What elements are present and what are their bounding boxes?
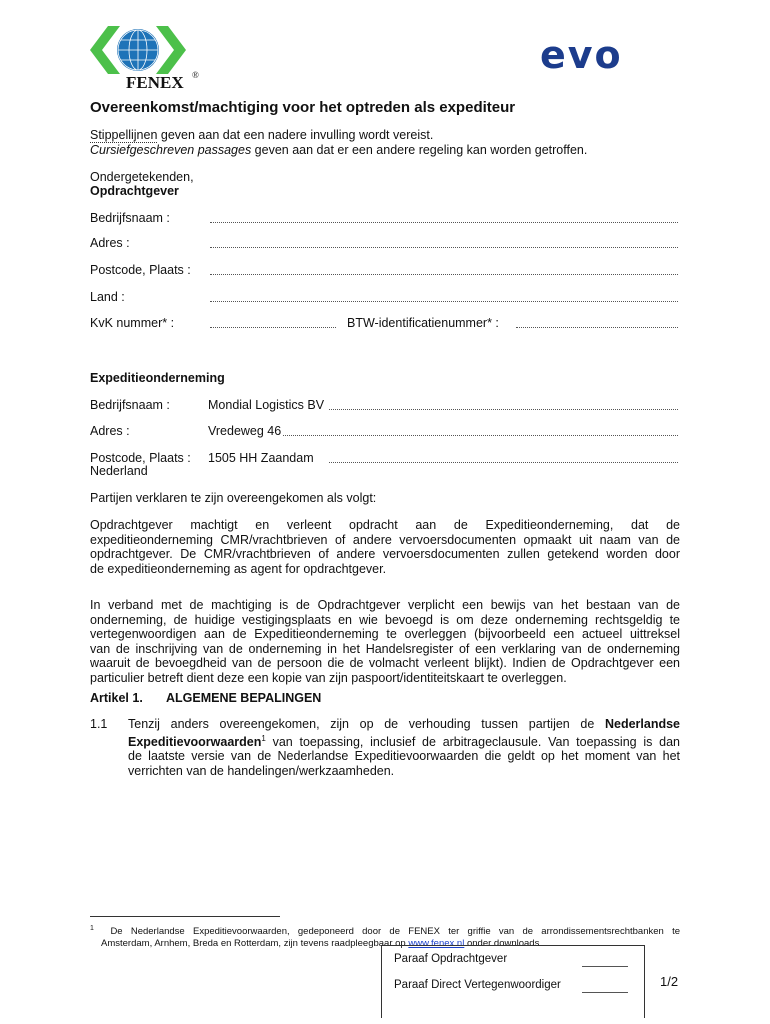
- undersigned-text: Ondergetekenden,: [90, 170, 194, 184]
- paragraph-authorisation: Opdrachtgever machtigt en verleent opdracht aan de Expeditieonderneming, dat de expeditieonderneming CMR/vrachtbrieven of andere vervoersdocumenten opmaakt uit naam van de opdrachtgever. De CMR/vrachtbrieven of andere vervoersdocumenten zullen getekend worden door de expeditieonderneming as agent for opdrachtgever.: [90, 518, 680, 576]
- clause-number: 1.1: [90, 717, 108, 731]
- client-initials-field[interactable]: [582, 966, 628, 967]
- evo-logo-text: evo: [540, 34, 623, 76]
- client-country-field[interactable]: [210, 301, 678, 302]
- page-number: 1/2: [660, 974, 679, 989]
- client-btw-label: BTW-identificatienummer* :: [347, 316, 499, 330]
- footnote: $^1$ De Nederlandse Expeditievoorwaarden, gedeponeerd door de FENEX ter griffie van de arrondissementsrechtbanken te Amsterdam, Arnhem, Breda en Rotterdam, zijn tevens raadpleegbaar op www.fenex.nl onder downloads.: [90, 925, 680, 950]
- client-btw-field[interactable]: [516, 327, 678, 328]
- forwarder-heading: Expeditieonderneming: [90, 371, 225, 385]
- client-country-label: Land :: [90, 290, 125, 304]
- forwarder-postcode-value: 1505 HH Zaandam: [208, 451, 328, 465]
- client-address-label: Adres :: [90, 236, 130, 250]
- article-heading: ALGEMENE BEPALINGEN: [166, 691, 322, 705]
- client-heading: Opdrachtgever: [90, 184, 179, 198]
- client-address-field[interactable]: [210, 247, 678, 248]
- representative-initials-label: Paraaf Direct Vertegenwoordiger: [394, 979, 561, 991]
- forwarder-company-label: Bedrijfsnaam :: [90, 398, 170, 412]
- client-company-label: Bedrijfsnaam :: [90, 211, 170, 225]
- article-number: Artikel 1.: [90, 691, 143, 705]
- footnote-divider: [90, 916, 280, 917]
- client-initials-label: Paraaf Opdrachtgever: [394, 953, 508, 965]
- client-company-field[interactable]: [210, 222, 678, 223]
- fenex-logo-text: FENEX: [126, 73, 184, 92]
- svg-text:®: ®: [192, 70, 199, 80]
- document-title: Overeenkomst/machtiging voor het optreden als expediteur: [90, 99, 516, 116]
- forwarder-postcode-label: Postcode, Plaats :: [90, 451, 191, 465]
- client-kvk-field[interactable]: [210, 327, 336, 328]
- representative-initials-field[interactable]: [582, 992, 628, 993]
- fenex-logo: [88, 22, 238, 94]
- evo-logo: [540, 34, 660, 76]
- agreement-intro: Partijen verklaren te zijn overeengekomen als volgt:: [90, 491, 377, 505]
- client-postcode-label: Postcode, Plaats :: [90, 263, 191, 277]
- fenex-website-link[interactable]: www.fenex.nl: [408, 938, 465, 950]
- clause-1-1-text: Tenzij anders overeengekomen, zijn op de verhouding tussen partijen de Nederlandse Expeditievoorwaarden$^1$ van toepassing, inclusief de arbitrageclausule. Van toepassing is dan de laatste versie van de Nederlandse Expeditievoorwaarden die geldt op het moment van het verrichten van de handelingen/werkzaamheden.: [128, 717, 680, 778]
- client-postcode-field[interactable]: [210, 274, 678, 275]
- forwarder-address-value: Vredeweg 46: [208, 424, 282, 438]
- intro-line-2: Cursiefgeschreven passages geven aan dat er een andere regeling kan worden getroffen.: [90, 143, 588, 157]
- forwarder-country-value: Nederland: [90, 464, 148, 478]
- forwarder-company-value: Mondial Logistics BV: [208, 398, 328, 412]
- paragraph-proof-obligation: In verband met de machtiging is de Opdrachtgever verplicht een bewijs van het bestaan van de onderneming, de huidige vestigingsplaats en wie bevoegd is om deze onderneming rechtsgeldig te vertegenwoordigen aan de Expeditieonderneming te overleggen (bijvoorbeeld een actueel uittreksel van de inschrijving van de onderneming in het Handelsregister of een verklaring van de onderneming waaruit de bevoegdheid van de persoon die de volmacht verleent blijkt). Indien de Opdrachtgever een particulier betreft dient deze een kopie van zijn paspoort/identiteitskaart te overleggen.: [90, 598, 680, 685]
- client-kvk-label: KvK nummer* :: [90, 316, 175, 330]
- initials-box: [381, 945, 645, 1018]
- forwarder-address-label: Adres :: [90, 424, 130, 438]
- intro-line-1: Stippellijnen geven aan dat een nadere invulling wordt vereist.: [90, 128, 434, 142]
